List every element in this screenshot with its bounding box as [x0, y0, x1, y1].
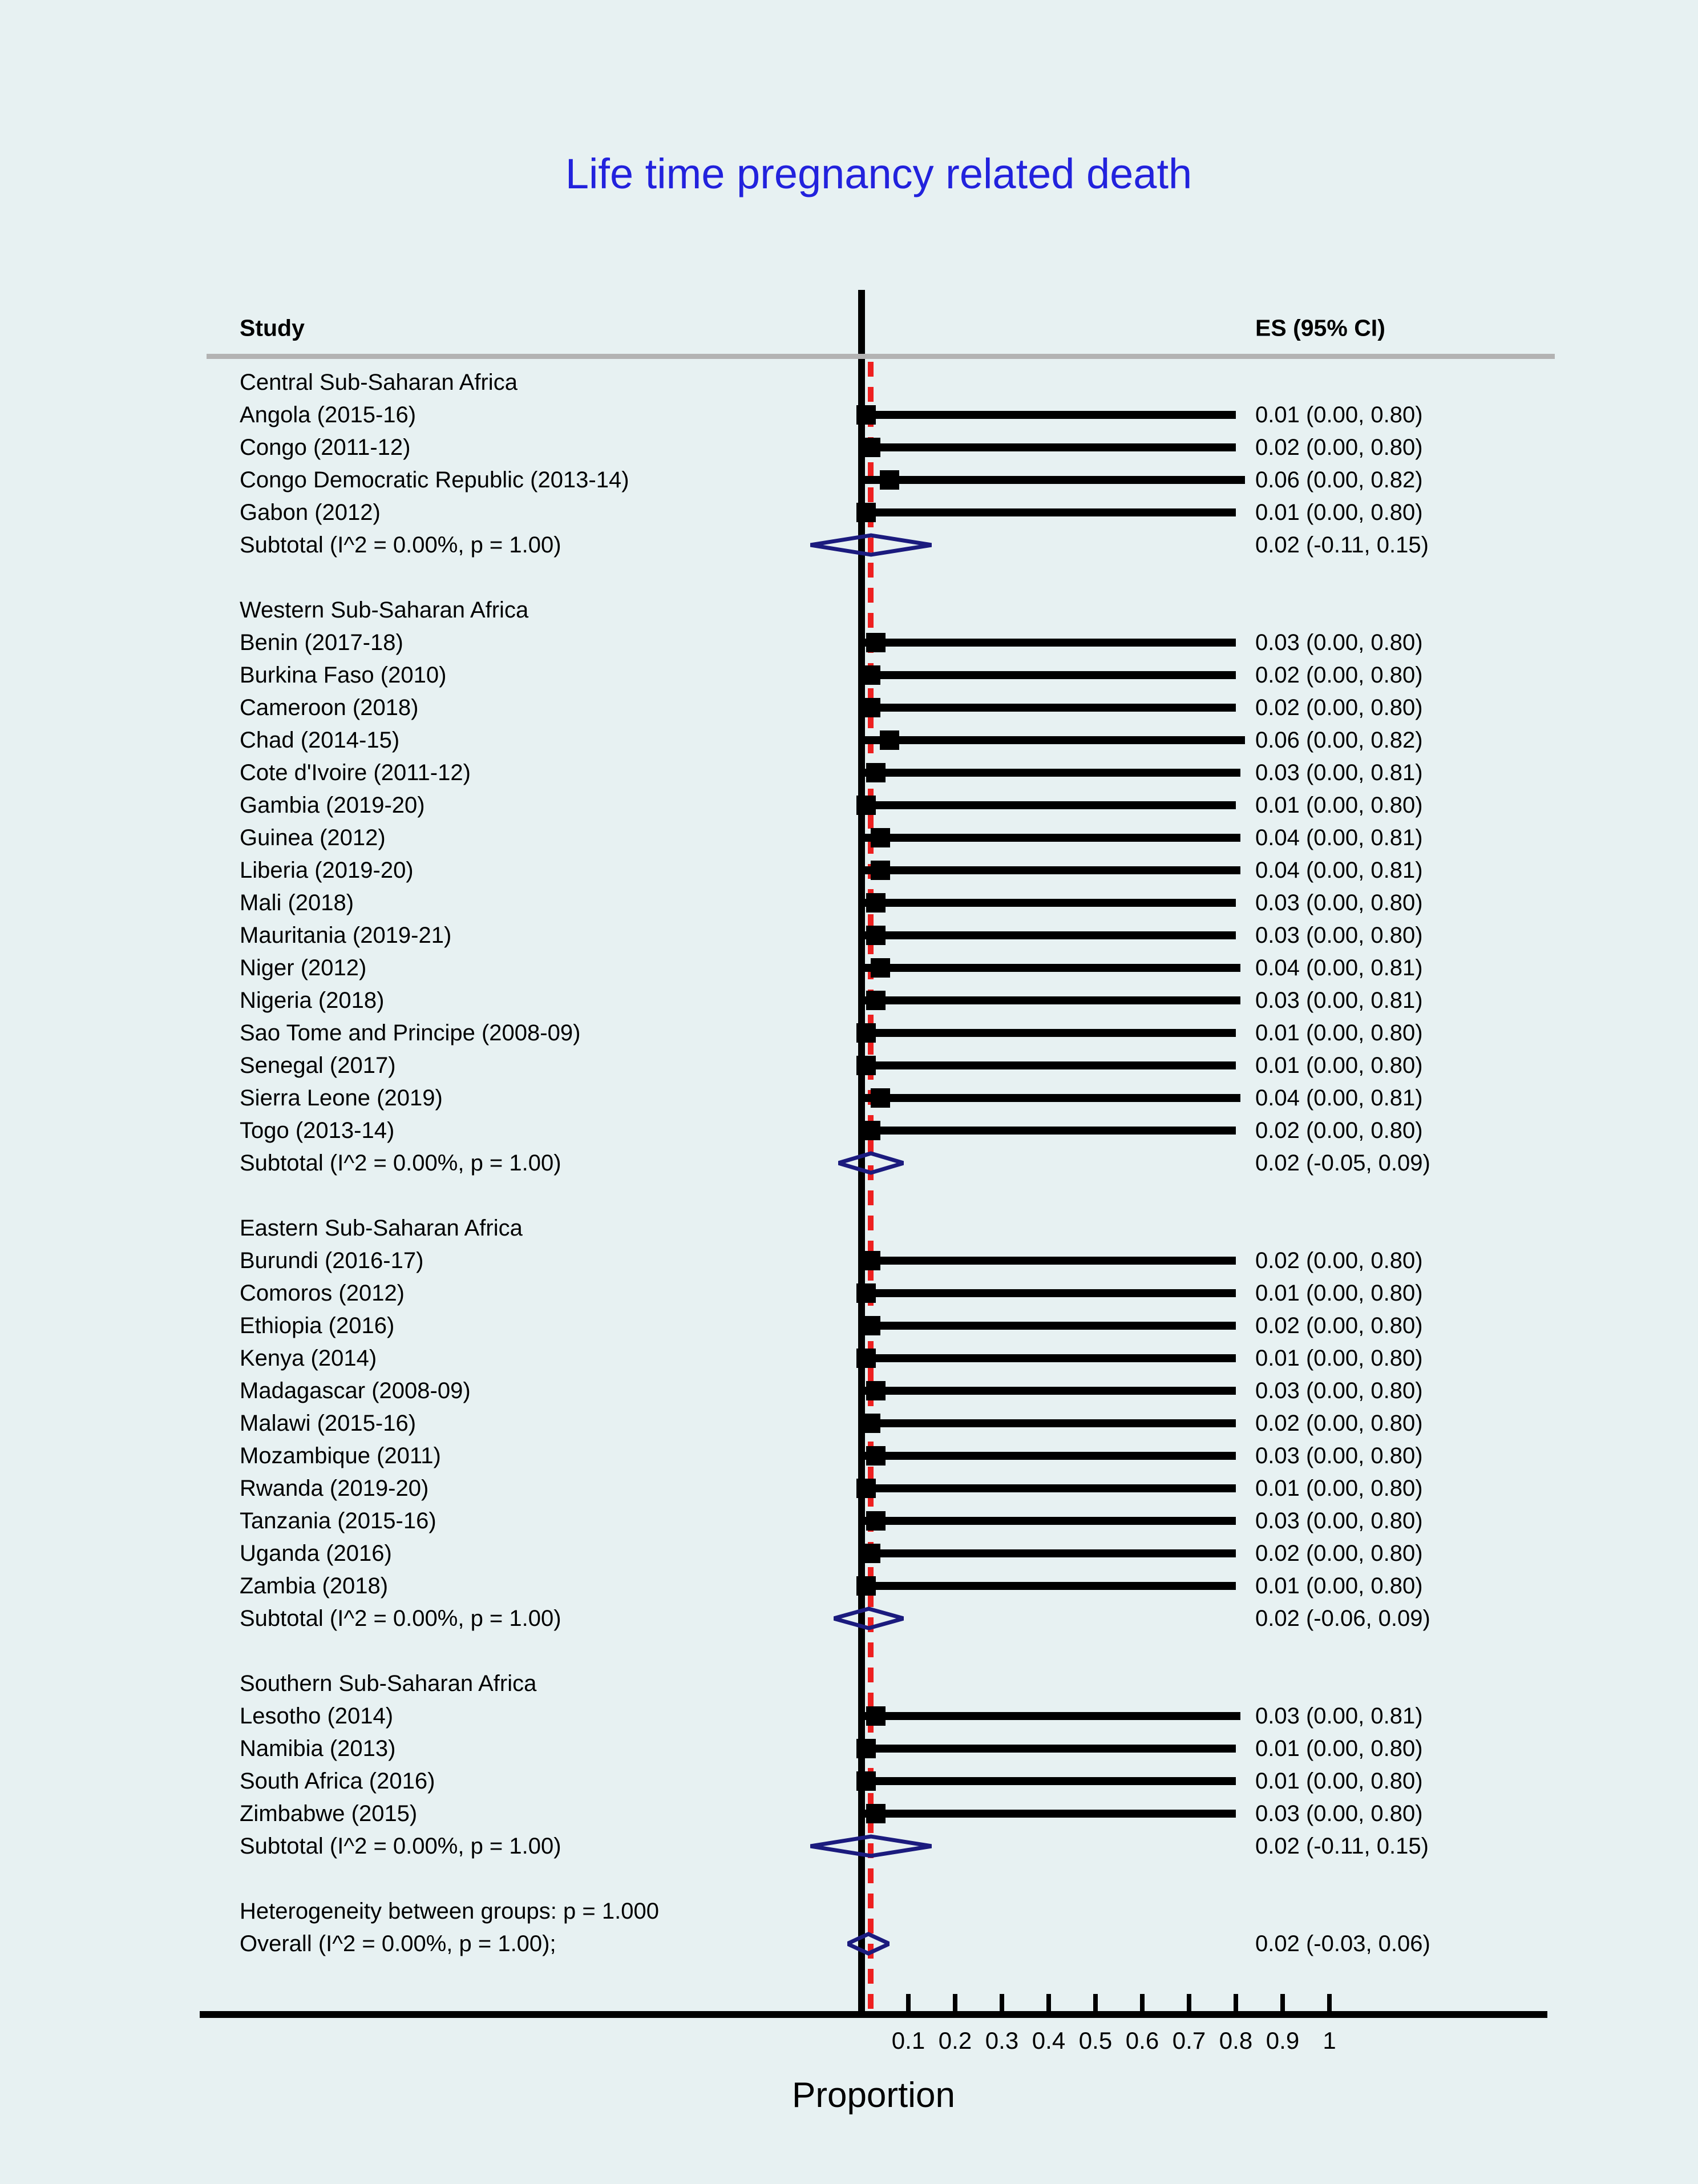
- ci-bar: [862, 1419, 1236, 1427]
- x-tick: [953, 1994, 957, 2011]
- ci-bar: [862, 1322, 1236, 1330]
- es-value: 0.03 (0.00, 0.81): [1255, 1703, 1423, 1729]
- ci-bar: [862, 1094, 1240, 1102]
- es-marker: [866, 633, 886, 652]
- es-marker: [856, 796, 876, 815]
- es-value: 0.01 (0.00, 0.80): [1255, 1020, 1423, 1045]
- es-marker: [856, 1576, 876, 1596]
- es-value: 0.04 (0.00, 0.81): [1255, 1085, 1423, 1111]
- study-label: Cote d'Ivoire (2011-12): [240, 760, 471, 785]
- ci-bar: [862, 1061, 1236, 1069]
- es-marker: [866, 1446, 886, 1466]
- x-tick-label: 0.8: [1219, 2027, 1253, 2054]
- es-marker: [856, 1056, 876, 1075]
- study-label: Namibia (2013): [240, 1736, 396, 1761]
- ci-bar: [862, 671, 1236, 679]
- es-value: 0.02 (0.00, 0.80): [1255, 695, 1423, 720]
- ci-bar: [862, 443, 1236, 451]
- es-marker: [861, 1316, 880, 1335]
- es-value: 0.01 (0.00, 0.80): [1255, 793, 1423, 818]
- es-marker: [856, 1771, 876, 1791]
- study-label: Nigeria (2018): [240, 988, 385, 1013]
- study-label: Senegal (2017): [240, 1053, 396, 1078]
- x-tick: [1140, 1994, 1145, 2011]
- es-value: 0.01 (0.00, 0.80): [1255, 1736, 1423, 1761]
- study-label: Madagascar (2008-09): [240, 1378, 471, 1403]
- x-tick: [1000, 1994, 1004, 2011]
- es-value: 0.02 (-0.11, 0.15): [1255, 532, 1429, 558]
- ci-bar: [862, 1289, 1236, 1297]
- study-label: Lesotho (2014): [240, 1703, 394, 1729]
- chart-title: Life time pregnancy related death: [565, 150, 1192, 197]
- header-rule: [207, 354, 1555, 359]
- es-value: 0.03 (0.00, 0.80): [1255, 923, 1423, 948]
- pooled-label: Overall (I^2 = 0.00%, p = 1.00);: [240, 1931, 556, 1956]
- study-label: Angola (2015-16): [240, 402, 417, 427]
- study-label: Gambia (2019-20): [240, 793, 425, 818]
- es-value: 0.01 (0.00, 0.80): [1255, 1346, 1423, 1371]
- study-label: Mali (2018): [240, 890, 354, 915]
- x-tick-label: 0.5: [1078, 2027, 1113, 2054]
- study-label: Malawi (2015-16): [240, 1411, 417, 1436]
- x-tick-label: 0.1: [891, 2027, 925, 2054]
- x-axis-label: Proportion: [791, 2076, 956, 2115]
- ci-bar: [862, 476, 1245, 484]
- es-marker: [856, 503, 876, 522]
- pooled-label: Subtotal (I^2 = 0.00%, p = 1.00): [240, 1834, 561, 1859]
- es-value: 0.03 (0.00, 0.80): [1255, 1508, 1423, 1533]
- x-tick-label: 0.2: [938, 2027, 972, 2054]
- es-marker: [866, 1804, 886, 1823]
- x-axis-line: [200, 2011, 1547, 2018]
- subtotal-diamond: [838, 1151, 904, 1175]
- study-label: Burkina Faso (2010): [240, 663, 447, 688]
- x-tick: [1234, 1994, 1238, 2011]
- ci-bar: [862, 1777, 1236, 1785]
- es-marker: [856, 1283, 876, 1303]
- es-marker: [871, 828, 890, 847]
- es-value: 0.02 (0.00, 0.80): [1255, 1248, 1423, 1273]
- group-header: Eastern Sub-Saharan Africa: [240, 1216, 523, 1241]
- es-marker: [880, 730, 899, 750]
- study-label: Mauritania (2019-21): [240, 923, 452, 948]
- es-marker: [861, 438, 880, 457]
- es-value: 0.03 (0.00, 0.80): [1255, 630, 1423, 655]
- es-value: 0.02 (-0.05, 0.09): [1255, 1150, 1430, 1176]
- es-value: 0.03 (0.00, 0.80): [1255, 890, 1423, 915]
- study-label: Zambia (2018): [240, 1573, 389, 1598]
- ci-bar: [862, 1127, 1236, 1135]
- x-tick-label: 1: [1323, 2027, 1336, 2054]
- es-marker: [871, 861, 890, 880]
- es-value: 0.04 (0.00, 0.81): [1255, 955, 1423, 980]
- ci-bar: [862, 899, 1236, 907]
- x-tick: [1327, 1994, 1332, 2011]
- x-tick-label: 0.4: [1032, 2027, 1066, 2054]
- study-label: Rwanda (2019-20): [240, 1476, 429, 1501]
- es-value: 0.02 (-0.03, 0.06): [1255, 1931, 1430, 1956]
- x-tick-label: 0.6: [1125, 2027, 1159, 2054]
- ci-bar: [862, 801, 1236, 809]
- es-value: 0.03 (0.00, 0.80): [1255, 1378, 1423, 1403]
- x-tick: [1046, 1994, 1051, 2011]
- study-label: Chad (2014-15): [240, 728, 400, 753]
- ci-bar: [862, 964, 1240, 972]
- es-value: 0.01 (0.00, 0.80): [1255, 1281, 1423, 1306]
- subtotal-diamond: [834, 1606, 904, 1630]
- es-value: 0.02 (0.00, 0.80): [1255, 435, 1423, 460]
- study-label: Ethiopia (2016): [240, 1313, 395, 1338]
- x-tick-label: 0.7: [1172, 2027, 1206, 2054]
- es-marker: [856, 405, 876, 425]
- es-marker: [866, 926, 886, 945]
- study-label: Benin (2017-18): [240, 630, 403, 655]
- es-marker: [871, 958, 890, 978]
- x-tick-label: 0.9: [1266, 2027, 1300, 2054]
- es-value: 0.03 (0.00, 0.81): [1255, 760, 1423, 785]
- study-label: Zimbabwe (2015): [240, 1801, 418, 1826]
- es-value: 0.06 (0.00, 0.82): [1255, 467, 1423, 492]
- group-header: Western Sub-Saharan Africa: [240, 598, 529, 623]
- es-marker: [861, 1251, 880, 1270]
- es-value: 0.04 (0.00, 0.81): [1255, 825, 1423, 850]
- study-label: Mozambique (2011): [240, 1443, 441, 1468]
- es-value: 0.01 (0.00, 0.80): [1255, 500, 1423, 525]
- es-value: 0.02 (0.00, 0.80): [1255, 1313, 1423, 1338]
- ci-bar: [862, 704, 1236, 712]
- es-marker: [856, 1479, 876, 1498]
- ci-bar: [862, 834, 1240, 842]
- group-header: Southern Sub-Saharan Africa: [240, 1671, 537, 1696]
- overall-estimate-dashed-line: [868, 362, 874, 2015]
- study-label: Congo Democratic Republic (2013-14): [240, 467, 629, 492]
- ci-bar: [862, 1582, 1236, 1590]
- es-value: 0.02 (0.00, 0.80): [1255, 1411, 1423, 1436]
- x-tick-label: 0.3: [985, 2027, 1019, 2054]
- es-marker: [856, 1349, 876, 1368]
- pooled-label: Subtotal (I^2 = 0.00%, p = 1.00): [240, 532, 561, 558]
- es-value: 0.01 (0.00, 0.80): [1255, 1573, 1423, 1598]
- es-marker: [866, 1706, 886, 1726]
- study-label: Cameroon (2018): [240, 695, 419, 720]
- es-value: 0.02 (-0.11, 0.15): [1255, 1834, 1429, 1859]
- x-tick: [1280, 1994, 1285, 2011]
- x-tick: [1187, 1994, 1191, 2011]
- study-label: Sao Tome and Principe (2008-09): [240, 1020, 581, 1045]
- es-value: 0.02 (0.00, 0.80): [1255, 1541, 1423, 1566]
- study-label: Uganda (2016): [240, 1541, 392, 1566]
- ci-bar: [862, 1549, 1236, 1557]
- ci-bar: [862, 1387, 1236, 1395]
- es-value: 0.02 (0.00, 0.80): [1255, 663, 1423, 688]
- es-value: 0.01 (0.00, 0.80): [1255, 1053, 1423, 1078]
- es-value: 0.02 (0.00, 0.80): [1255, 1118, 1423, 1143]
- es-marker: [880, 470, 899, 490]
- es-marker: [861, 1544, 880, 1563]
- es-value: 0.01 (0.00, 0.80): [1255, 1769, 1423, 1794]
- ci-bar: [862, 1029, 1236, 1037]
- es-marker: [866, 1381, 886, 1400]
- ci-bar: [862, 1517, 1236, 1525]
- x-tick: [1093, 1994, 1098, 2011]
- ci-bar: [862, 1810, 1236, 1818]
- es-value: 0.03 (0.00, 0.81): [1255, 988, 1423, 1013]
- ci-bar: [862, 1745, 1236, 1753]
- overall-diamond: [847, 1932, 890, 1956]
- x-tick: [906, 1994, 911, 2011]
- es-marker: [861, 698, 880, 717]
- es-value: 0.01 (0.00, 0.80): [1255, 402, 1423, 427]
- ci-bar: [862, 1452, 1236, 1460]
- ci-bar: [862, 1484, 1236, 1492]
- es-value: 0.02 (-0.06, 0.09): [1255, 1606, 1430, 1631]
- heterogeneity-note: Heterogeneity between groups: p = 1.000: [240, 1899, 659, 1924]
- study-label: Comoros (2012): [240, 1281, 405, 1306]
- pooled-label: Subtotal (I^2 = 0.00%, p = 1.00): [240, 1150, 561, 1176]
- study-label: South Africa (2016): [240, 1769, 435, 1794]
- ci-bar: [862, 769, 1240, 777]
- study-label: Niger (2012): [240, 955, 367, 980]
- es-value: 0.01 (0.00, 0.80): [1255, 1476, 1423, 1501]
- study-label: Guinea (2012): [240, 825, 386, 850]
- column-header-study: Study: [240, 314, 305, 341]
- study-label: Congo (2011-12): [240, 435, 411, 460]
- es-marker: [861, 1414, 880, 1433]
- ci-bar: [862, 1257, 1236, 1265]
- ci-bar: [862, 736, 1245, 744]
- es-marker: [861, 665, 880, 685]
- ci-bar: [862, 866, 1240, 874]
- column-header-es: ES (95% CI): [1255, 314, 1385, 341]
- group-header: Central Sub-Saharan Africa: [240, 370, 518, 395]
- ci-bar: [862, 996, 1240, 1004]
- ci-bar: [862, 931, 1236, 939]
- es-marker: [856, 1739, 876, 1758]
- es-marker: [866, 991, 886, 1010]
- study-label: Liberia (2019-20): [240, 858, 414, 883]
- ci-bar: [862, 508, 1236, 516]
- es-marker: [856, 1023, 876, 1043]
- subtotal-diamond: [810, 1834, 932, 1858]
- es-marker: [866, 893, 886, 913]
- es-value: 0.03 (0.00, 0.80): [1255, 1443, 1423, 1468]
- es-marker: [861, 1121, 880, 1140]
- es-marker: [866, 763, 886, 782]
- study-label: Gabon (2012): [240, 500, 381, 525]
- ci-bar: [862, 1354, 1236, 1362]
- pooled-label: Subtotal (I^2 = 0.00%, p = 1.00): [240, 1606, 561, 1631]
- study-label: Kenya (2014): [240, 1346, 377, 1371]
- study-label: Burundi (2016-17): [240, 1248, 424, 1273]
- study-label: Togo (2013-14): [240, 1118, 395, 1143]
- ci-bar: [862, 1712, 1240, 1720]
- study-label: Tanzania (2015-16): [240, 1508, 436, 1533]
- ci-bar: [862, 411, 1236, 419]
- es-marker: [866, 1511, 886, 1531]
- study-label: Sierra Leone (2019): [240, 1085, 443, 1111]
- subtotal-diamond: [810, 533, 932, 557]
- es-value: 0.03 (0.00, 0.80): [1255, 1801, 1423, 1826]
- es-value: 0.06 (0.00, 0.82): [1255, 728, 1423, 753]
- es-value: 0.04 (0.00, 0.81): [1255, 858, 1423, 883]
- es-marker: [871, 1088, 890, 1108]
- ci-bar: [862, 639, 1236, 647]
